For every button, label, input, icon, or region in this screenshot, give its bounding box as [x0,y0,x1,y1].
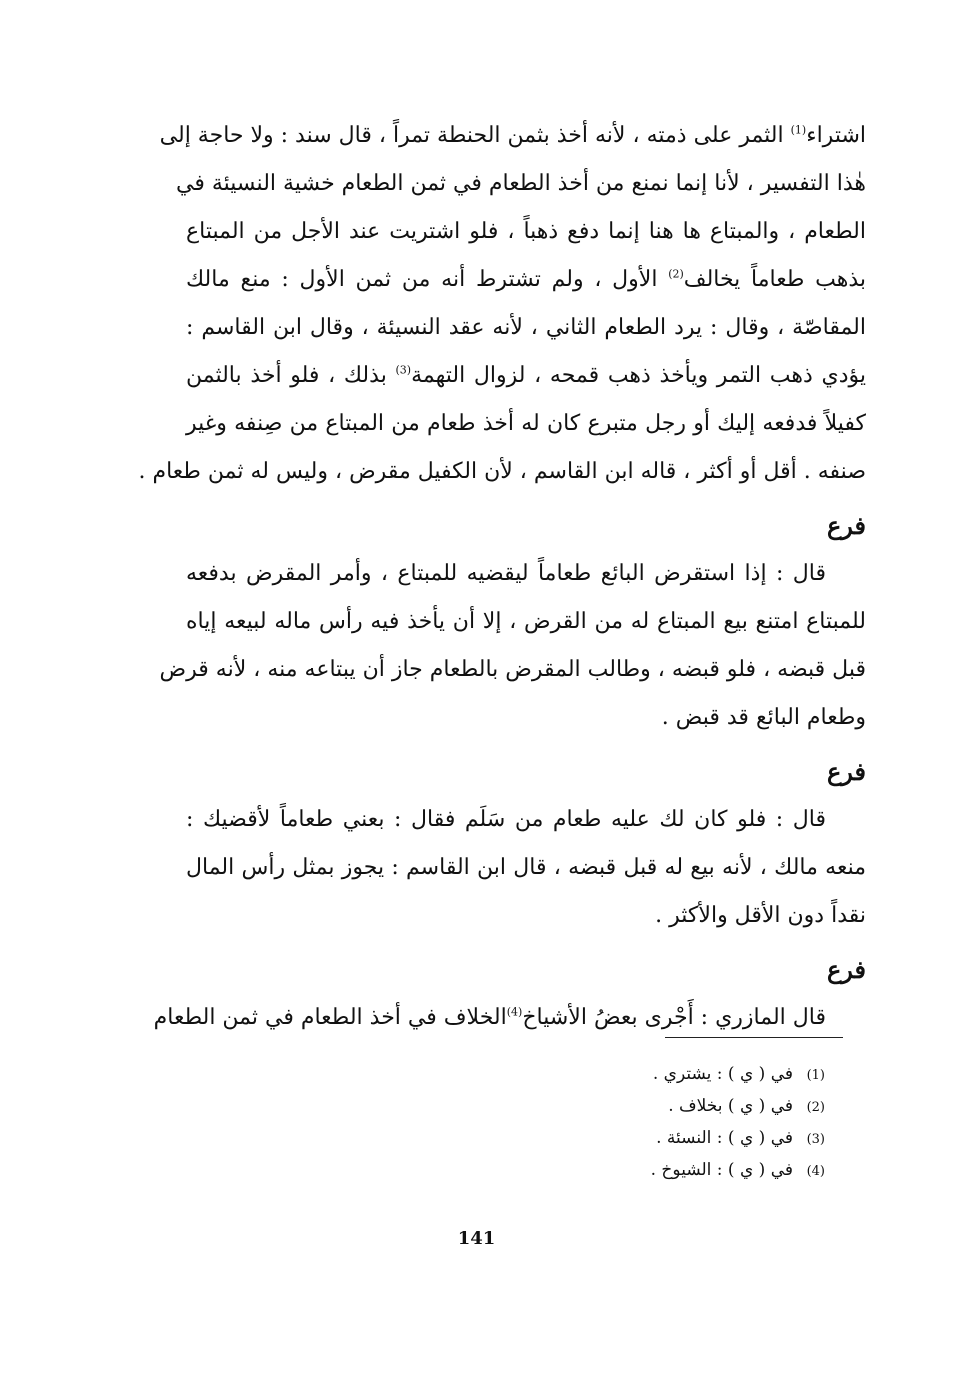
text-line: يؤدي ذهب التمر ويأخذ ذهب قمحه ، لزوال التهمة$^{(3)}$ بذلك ، فلو أخذ بالثمن [186,363,866,388]
footnote-item [500,1058,825,1090]
text-line: صنفه . أقل أو أكثر ، قاله ابن القاسم ، لأن الكفيل مقرض ، وليس له ثمن طعام . [138,459,866,484]
section-heading: فرع [826,955,866,984]
section-heading: فرع [826,511,866,540]
text-line: هٰذا التفسير ، لأنا إنما نمنع من أخذ الطعام في ثمن الطعام خشية النسيئة في [176,171,866,196]
text-line: قال : فلو كان لك عليه طعام من سَلَم فقال : بعني طعاماً لأقضيك : [186,807,826,832]
footnote-text: في ( ي ) : النسئة . [656,1128,793,1148]
footnote-ref: (1) [790,123,807,137]
footnote-ref: (3) [395,363,412,377]
footnote-number: (4) [806,1164,825,1179]
footnotes [500,1058,825,1186]
footnote-number: (2) [806,1100,825,1115]
page-body [138,112,866,1048]
footnote-number: (3) [806,1132,825,1147]
text-line: اشتراء$^{(1)}$ الثمر على ذمته ، لأنه أخذ بثمن الحنطة تمراً ، قال سند : ولا حاجة إلى [159,123,866,148]
text-line: المقاصّة ، وقال : يرد الطعام الثاني ، لأنه عقد النسيئة ، وقال ابن القاسم : [186,315,866,340]
text-line: قال : إذا استقرض البائع طعاماً ليقضيه للمبتاع ، وأمر المقرض بدفعه [186,561,826,586]
text-line: قبل قبضه ، فلو قبضه ، وطالب المقرض بالطعام جاز أن يبتاعه منه ، لأنه قرض [159,657,866,682]
footnote-ref: (2) [668,267,684,281]
footnote-text: في ( ي ) بخلاف . [668,1096,793,1116]
footnote-text: في ( ي ) : الشيوخ . [650,1160,793,1180]
paragraph-1 [138,112,866,496]
footnote-item [500,1154,825,1186]
text-line: كفيلاً فدفعه إليك أو رجل متبرع كان له أخذ طعام من المبتاع من صِنفه وغير [186,411,866,436]
paragraph-4 [153,994,866,1042]
paragraph-2 [159,550,866,742]
section-heading: فرع [826,757,866,786]
paragraph-3 [186,796,866,940]
text-line: قال المازري : أَجْرى بعضُ الأشياخ$^{(4)}$الخلاف في أخذ الطعام في ثمن الطعام [153,1005,826,1030]
footnote-text: في ( ي ) : يشتري . [652,1064,793,1084]
footnote-ref: (4) [506,1005,523,1019]
footnote-item [500,1122,825,1154]
text-line: الطعام ، والمبتاع ها هنا إنما دفع ذهباً ، فلو اشتريت عند الأجل من المبتاع [186,219,866,244]
text-line: للمبتاع امتنع بيع المبتاع له من القرض ، إلا أن يأخذ فيه رأس ماله لبيعه إياه [186,609,866,634]
text-line: وطعام البائع قد قبض . [661,705,866,730]
page-number: 141 [457,1228,496,1249]
footnote-number: (1) [806,1068,825,1083]
text-line: نقداً دون الأقل والأكثر . [655,903,866,928]
footnote-separator [665,1037,843,1038]
footnote-item [500,1090,825,1122]
text-line: بذهب طعاماً يخالف$^{(2)}$ الأول ، ولم تشترط أنه من ثمن الأول : منع مالك [186,267,866,292]
text-line: منعه مالك ، لأنه بيع له قبل قبضه ، قال ابن القاسم : يجوز بمثل رأس المال [186,855,866,880]
